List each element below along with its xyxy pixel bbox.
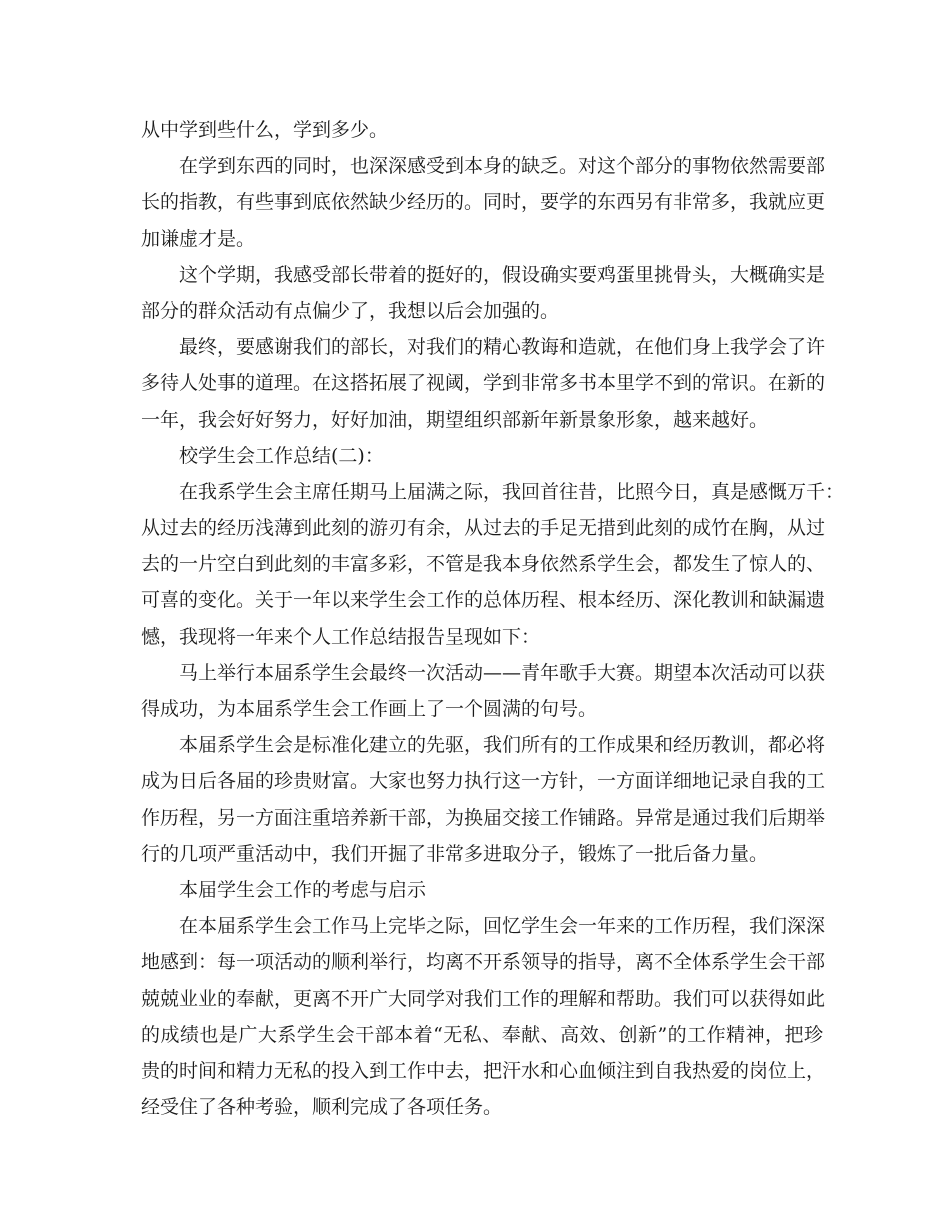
text-line: 憾，我现将一年来个人工作总结报告呈现如下： <box>141 625 541 648</box>
text-line: 最终，要感谢我们的部长，对我们的精心教诲和造就，在他们身上我学会了许 <box>179 336 826 359</box>
text-line: 本届学生会工作的考虑与启示 <box>179 878 427 901</box>
text-line: 作历程，另一方面注重培养新干部，为换届交接工作铺路。异常是通过我们后期举 <box>141 806 826 829</box>
text-line: 在学到东西的同时，也深深感受到本身的缺乏。对这个部分的事物依然需要部 <box>179 155 826 178</box>
text-line: 从过去的经历浅薄到此刻的游刃有余，从过去的手足无措到此刻的成竹在胸，从过 <box>141 517 826 540</box>
text-line: 经受住了各种考验，顺利完成了各项任务。 <box>141 1096 503 1119</box>
text-line: 可喜的变化。关于一年以来学生会工作的总体历程、根本经历、深化教训和缺漏遗 <box>141 589 826 612</box>
text-line: 部分的群众活动有点偏少了，我想以后会加强的。 <box>141 299 560 322</box>
text-line: 去的一片空白到此刻的丰富多彩，不管是我本身依然系学生会，都发生了惊人的、 <box>141 553 826 576</box>
text-line: 本届系学生会是标准化建立的先驱，我们所有的工作成果和经历教训，都必将 <box>179 734 826 757</box>
text-line: 贵的时间和精力无私的投入到工作中去，把汗水和心血倾注到自我热爱的岗位上， <box>141 1059 826 1082</box>
text-line: 行的几项严重活动中，我们开掘了非常多进取分子，锻炼了一批后备力量。 <box>141 842 769 865</box>
text-line: 长的指教，有些事到底依然缺少经历的。同时，要学的东西另有非常多，我就应更 <box>141 191 826 214</box>
text-line: 地感到：每一项活动的顺利举行，均离不开系领导的指导，离不全体系学生会干部 <box>141 951 826 974</box>
text-line: 在我系学生会主席任期马上届满之际，我回首往昔，比照今日，真是感慨万千： <box>179 480 845 503</box>
text-line: 多待人处事的道理。在这搭拓展了视阈，学到非常多书本里学不到的常识。在新的 <box>141 372 826 395</box>
text-line: 成为日后各届的珍贵财富。大家也努力执行这一方针，一方面详细地记录自我的工 <box>141 770 826 793</box>
text-line: 一年，我会好好努力，好好加油，期望组织部新年新景象形象，越来越好。 <box>141 408 769 431</box>
text-line: 校学生会工作总结(二)： <box>179 444 384 467</box>
text-line: 从中学到些什么，学到多少。 <box>141 119 389 141</box>
text-line: 马上举行本届系学生会最终一次活动——青年歌手大赛。期望本次活动可以获 <box>179 661 826 684</box>
text-line: 加谦虚才是。 <box>141 227 256 250</box>
text-line: 这个学期，我感受部长带着的挺好的，假设确实要鸡蛋里挑骨头，大概确实是 <box>179 263 826 286</box>
text-line: 兢兢业业的奉献，更离不开广大同学对我们工作的理解和帮助。我们可以获得如此 <box>141 987 826 1010</box>
text-line: 的成绩也是广大系学生会干部本着“无私、奉献、高效、创新”的工作精神，把珍 <box>141 1023 823 1046</box>
text-line: 在本届系学生会工作马上完毕之际，回忆学生会一年来的工作历程，我们深深 <box>179 915 826 938</box>
text-line: 得成功，为本届系学生会工作画上了一个圆满的句号。 <box>141 698 598 720</box>
document-body <box>141 112 845 1125</box>
